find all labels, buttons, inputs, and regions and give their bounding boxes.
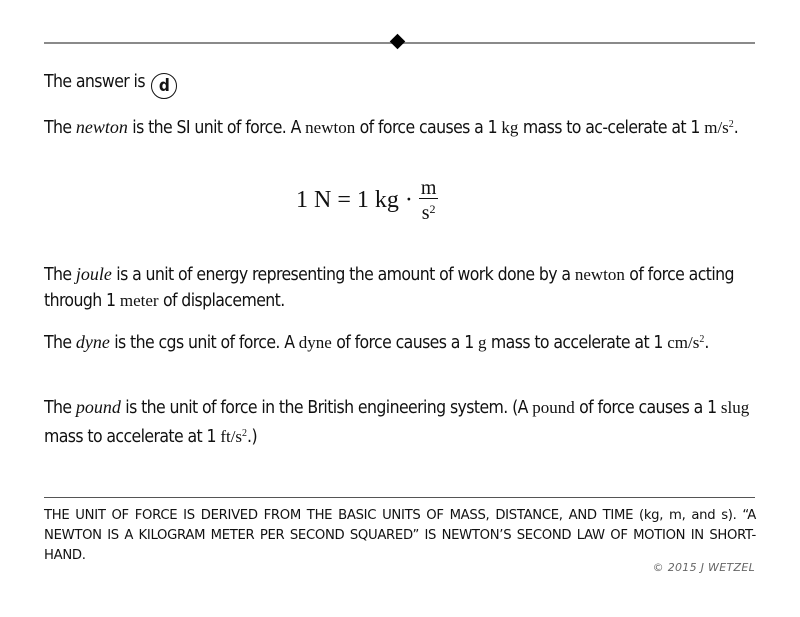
bottom-divider xyxy=(44,497,755,498)
footnote: THE UNIT OF FORCE IS DERIVED FROM THE BASIC UNITS OF MASS, DISTANCE, AND TIME (kg, m, and s). “A NEWTON IS A KILOGRAM METER PER SECOND SQUARED” IS NEWTON’S SECOND LAW OF MOTION IN SHORT-HAND. xyxy=(44,508,756,563)
equation-denominator: $s^2$ xyxy=(421,202,436,224)
term-joule: joule xyxy=(75,264,112,284)
equation-lhs: 1 N = 1 kg · xyxy=(296,187,413,213)
equation-fraction xyxy=(419,178,439,223)
copyright: © 2015 J WETZEL xyxy=(652,561,755,574)
paragraph-pound: The pound is the unit of force in the British engineering system. (A pound of force causes a 1 slug mass to accelerate at 1 $ft/s^2$.) xyxy=(44,397,750,447)
equation-numerator: m xyxy=(420,177,437,199)
paragraph-newton: The newton is the SI unit of force. A newton of force causes a 1 kg mass to ac-celerate at 1 $m/s^2$. xyxy=(44,117,739,138)
newton-equation xyxy=(296,178,438,223)
answer-choice-badge: d xyxy=(151,73,177,99)
paragraph-joule: The joule is a unit of energy representing the amount of work done by a newton of force acting through 1 meter of displacement. xyxy=(44,264,734,311)
answer-prefix: The answer is xyxy=(44,72,145,92)
answer-line xyxy=(44,70,756,99)
term-dyne: dyne xyxy=(75,332,110,352)
term-pound: pound xyxy=(75,397,121,417)
paragraph-dyne: The dyne is the cgs unit of force. A dyne of force causes a 1 g mass to accelerate at 1 $cm/s^2$. xyxy=(44,332,709,353)
diamond-ornament-icon xyxy=(390,34,406,50)
term-newton: newton xyxy=(75,117,128,137)
